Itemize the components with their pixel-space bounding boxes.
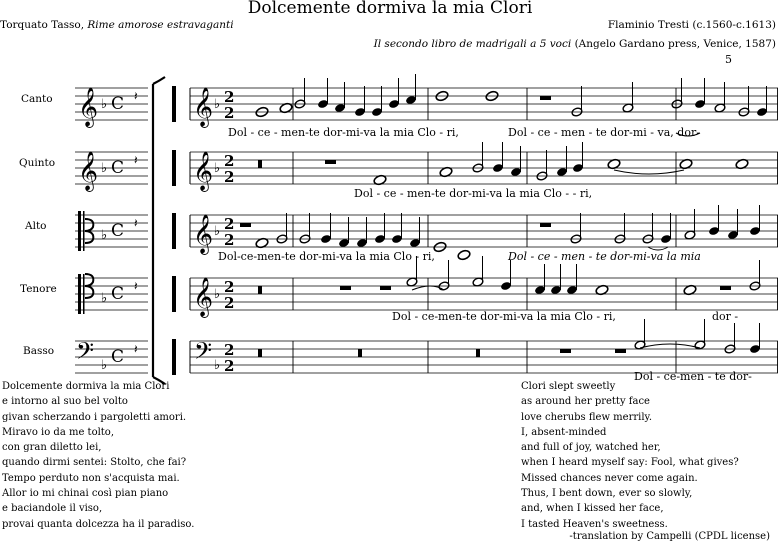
voice-name-quinto: Quinto (19, 157, 56, 169)
poem-line: and full of joy, watched her, (521, 442, 661, 454)
incipit-time-signature: C (111, 94, 125, 114)
whole-rest (615, 349, 626, 353)
measure-number: 5 (725, 53, 732, 66)
whole-rest (720, 286, 731, 290)
poem-line: as around her pretty face (521, 396, 650, 408)
time-sig-bottom: 2 (224, 168, 235, 186)
poem-line: I tasted Heaven's sweetness. (521, 518, 668, 530)
poem-line: when I heard myself say: Fool, what gives? (521, 457, 739, 469)
time-sig-top: 2 (224, 215, 235, 233)
poem-line: and, when I kissed her face, (521, 503, 664, 515)
poem-line: Thus, I bent down, ever so slowly, (521, 488, 693, 500)
voice-name-alto: Alto (25, 220, 47, 232)
tie (614, 170, 684, 174)
incipit-rest: 𝄽 (134, 153, 138, 167)
poem-line: provai quanta dolcezza ha il paradiso. (2, 518, 195, 530)
voice-name-tenore: Tenore (20, 283, 57, 295)
tie (640, 344, 700, 348)
key-flat: ♭ (214, 287, 221, 302)
incipit-key-flat: ♭ (101, 97, 108, 112)
treble-clef: 𝄞 (193, 87, 214, 127)
incipit-treble-clef: 𝄞 (78, 87, 99, 127)
whole-rest (340, 286, 351, 290)
incipit-voice-bracket (172, 276, 176, 312)
poem-line: givan scherzando i pargoletti amori. (2, 411, 187, 423)
whole-rest (540, 96, 551, 100)
whole-note (457, 249, 471, 261)
lyrics-basso-1: Dol - ce-men - te dor- (634, 370, 752, 383)
key-flat: ♭ (214, 97, 221, 112)
treble-clef: 𝄞 (193, 214, 214, 254)
poet-work: Rime amorose estravaganti (87, 19, 234, 31)
poem-line: Allor io mi chinai così pian piano (2, 488, 169, 500)
incipit-key-flat: ♭ (101, 291, 108, 306)
poet-name: Torquato Tasso, (0, 19, 85, 31)
incipit-voice-bracket (172, 339, 176, 375)
time-sig-top: 2 (224, 152, 235, 170)
incipit-c-clef-bar (78, 274, 81, 314)
whole-rest (325, 160, 336, 164)
incipit-rest: 𝄽 (134, 279, 138, 293)
incipit-time-signature: C (111, 221, 125, 241)
poem-line: Clori slept sweetly (521, 381, 616, 392)
system-bracket (153, 77, 165, 384)
breve-rest (358, 349, 362, 357)
incipit-c-clef-bar (83, 274, 85, 314)
lyrics-tenore-1: Dol - ce-men-te dor-mi-va la mia Clo - ri, (392, 310, 616, 323)
whole-rest (240, 223, 251, 227)
incipit-key-flat: ♭ (101, 358, 108, 373)
poem-line: Miravo io da me tolto, (2, 426, 115, 438)
incipit-voice-bracket (172, 213, 176, 249)
poem-line: con gran diletto lei, (2, 442, 102, 454)
lyrics-alto-1: Dol-ce-men-te dor-mi-va la mia Clo - ri, (218, 250, 435, 263)
incipit-voice-bracket (172, 86, 176, 122)
poem-line: e baciandole il viso, (2, 503, 103, 515)
incipit-rest: 𝄽 (134, 342, 138, 356)
lyrics-canto-2: Dol - ce - men - te dor-mi - va, dor- (508, 126, 700, 139)
time-sig-top: 2 (224, 88, 235, 106)
treble-clef: 𝄞 (193, 151, 214, 191)
breve-rest (476, 349, 480, 357)
whole-rest (540, 223, 551, 227)
poem-line: I, absent-minded (521, 426, 607, 438)
breve-rest (258, 349, 262, 357)
poem-italian (2, 379, 194, 532)
source-publisher: (Angelo Gardano press, Venice, 1587) (574, 38, 776, 50)
piece-title: Dolcemente dormiva la mia Clori (247, 0, 533, 18)
translation-credit: -translation by Campelli (CPDL license) (569, 531, 770, 542)
voice-name-canto: Canto (21, 93, 53, 105)
lyrics-canto-1: Dol - ce - men-te dor-mi-va la mia Clo - ri, (228, 126, 459, 139)
poem-line: Tempo perduto non s'acquista mai. (2, 472, 180, 484)
incipit-time-signature: C (111, 347, 125, 367)
poem-line: Missed chances never come again. (521, 472, 698, 484)
incipit-c-clef-bar (78, 211, 81, 251)
breve-rest (258, 286, 262, 294)
lyrics-quinto-1: Dol - ce - men-te dor-mi-va la mia Clo - - ri, (354, 187, 593, 200)
time-sig-top: 2 (224, 278, 235, 296)
incipit-c-clef-bar (83, 211, 85, 251)
composer-credit: Flaminio Tresti (c.1560-c.1613) (607, 19, 776, 31)
incipit-time-signature: C (111, 158, 125, 178)
whole-rest (560, 349, 571, 353)
incipit-key-flat: ♭ (101, 228, 108, 243)
poem-line: Dolcemente dormiva la mia Clori (2, 381, 170, 392)
incipit-rest: 𝄽 (134, 89, 138, 103)
time-sig-bottom: 2 (224, 231, 235, 249)
time-sig-bottom: 2 (224, 104, 235, 122)
treble-clef: 𝄞 (193, 277, 214, 317)
poem-line: quando dirmi sentei: Stolto, che fai? (2, 457, 187, 469)
incipit-time-signature: C (111, 284, 125, 304)
incipit-voice-bracket (172, 150, 176, 186)
incipit-treble-clef: 𝄞 (78, 151, 99, 191)
incipit-rest: 𝄽 (134, 216, 138, 230)
time-sig-top: 2 (224, 341, 235, 359)
incipit-bass-clef: 𝄢 (76, 337, 95, 370)
poem-line: e intorno al suo bel volto (2, 396, 128, 408)
key-flat: ♭ (214, 358, 221, 373)
poem-line: love cherubs flew merrily. (521, 411, 653, 423)
key-flat: ♭ (214, 224, 221, 239)
lyrics-tenore-2: dor - (712, 310, 739, 323)
time-sig-bottom: 2 (224, 294, 235, 312)
bass-clef: 𝄢 (194, 337, 213, 370)
poem-english (521, 379, 739, 532)
lyrics-alto-2: Dol - ce - men - te dor-mi-va la mia (508, 250, 701, 263)
source-title: Il secondo libro de madrigali a 5 voci (373, 38, 572, 50)
whole-rest (380, 286, 391, 290)
voice-name-basso: Basso (23, 345, 55, 357)
incipit-key-flat: ♭ (101, 161, 108, 176)
breve-rest (258, 160, 262, 168)
time-sig-bottom: 2 (224, 357, 235, 375)
key-flat: ♭ (214, 161, 221, 176)
